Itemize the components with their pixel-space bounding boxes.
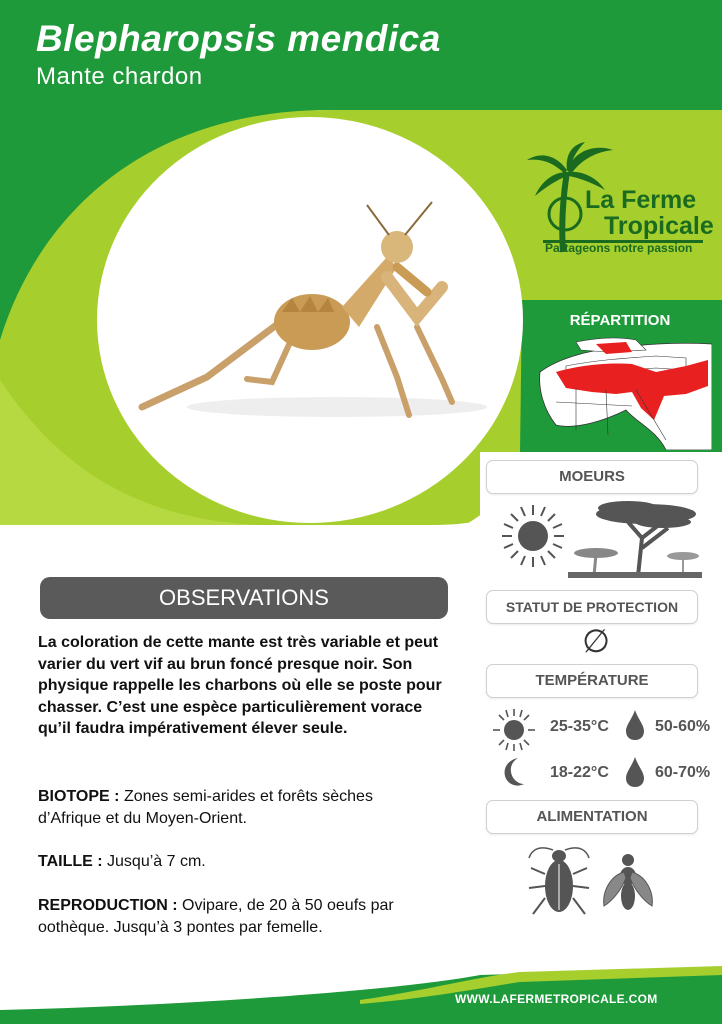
repartition-label: RÉPARTITION bbox=[569, 312, 671, 329]
taille-text: Jusqu’à 7 cm. bbox=[102, 853, 206, 870]
temperature-label: TEMPÉRATURE bbox=[486, 664, 698, 698]
night-humidity-drop-icon bbox=[624, 756, 646, 788]
logo-text-line1: La Ferme bbox=[585, 186, 697, 214]
species-title: Blepharopsis mendica bbox=[36, 18, 441, 59]
biotope-paragraph bbox=[38, 786, 438, 829]
common-name: Mante chardon bbox=[36, 63, 203, 90]
reproduction-text: Ovipare, de 20 à 50 oeufs par oothèque. Jusqu’à 3 pontes par femelle. bbox=[38, 897, 394, 936]
biotope-text: Zones semi-arides et forêts sèches d’Afrique et du Moyen-Orient. bbox=[38, 788, 373, 827]
fly-icon bbox=[600, 852, 656, 914]
website-link[interactable]: WWW.LAFERMETROPICALE.COM bbox=[455, 992, 658, 1006]
distribution-map bbox=[536, 330, 712, 450]
moon-icon bbox=[500, 756, 530, 788]
reproduction-paragraph bbox=[38, 895, 438, 938]
description-text: La coloration de cette mante est très variable et peut varier du vert vif au brun foncé presque noir. Son physique rappelle les charbons où elle se poste pour chasser. C’est une espèce particulièrement vorace qu’il faudra impérativement élever seule. bbox=[38, 634, 442, 737]
mantis-photo bbox=[97, 117, 523, 523]
savanna-tree-icon bbox=[568, 498, 702, 580]
observations-header: OBSERVATIONS bbox=[40, 577, 448, 619]
humidity-drop-icon bbox=[624, 709, 646, 741]
sun-icon bbox=[500, 503, 566, 569]
day-humidity: 50-60% bbox=[655, 718, 711, 735]
taille-paragraph bbox=[38, 851, 438, 873]
no-protection-symbol: ∅ bbox=[582, 623, 610, 659]
mantis-illustration bbox=[97, 117, 523, 523]
reproduction-label: REPRODUCTION : bbox=[38, 897, 178, 914]
day-temperature: 25-35°C bbox=[550, 718, 609, 735]
biotope-label: BIOTOPE : bbox=[38, 788, 120, 805]
moeurs-label: MOEURS bbox=[486, 460, 698, 494]
logo-tagline: Partageons notre passion bbox=[545, 241, 693, 255]
night-humidity: 60-70% bbox=[655, 764, 711, 781]
alimentation-label: ALIMENTATION bbox=[486, 800, 698, 834]
statut-label: STATUT DE PROTECTION bbox=[486, 590, 698, 624]
cockroach-icon bbox=[527, 842, 591, 918]
day-sun-icon bbox=[492, 708, 536, 752]
night-temperature: 18-22°C bbox=[550, 764, 609, 781]
logo-text-line2: Tropicale bbox=[604, 212, 714, 240]
taille-label: TAILLE : bbox=[38, 853, 103, 870]
